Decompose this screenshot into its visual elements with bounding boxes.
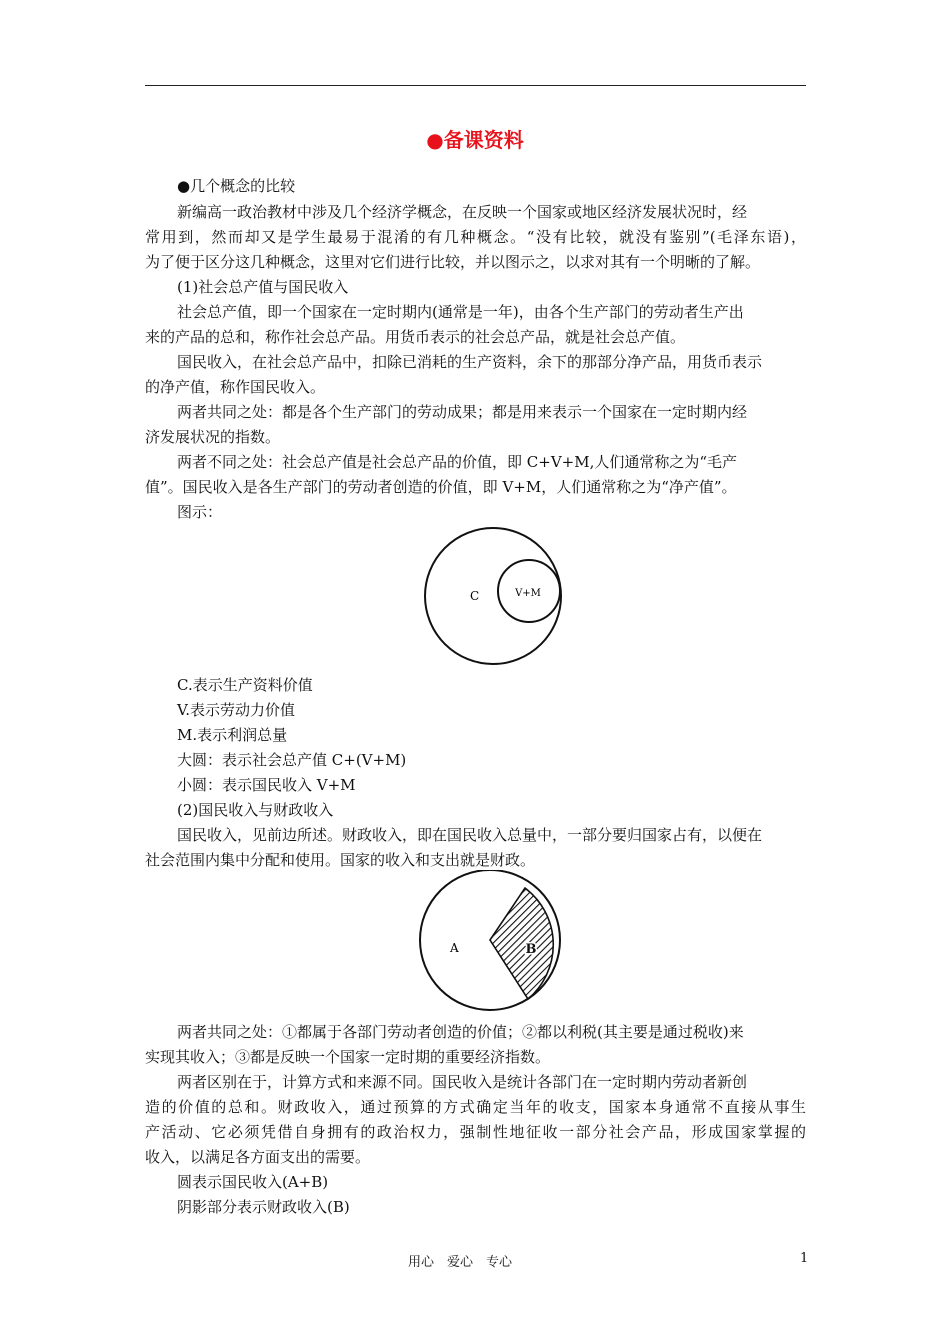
legend-line: 大圆：表示社会总产值 C+(V+M) xyxy=(177,751,407,769)
paragraph-line: 来的产品的总和，称作社会总产品。用货币表示的社会总产品，就是社会总产值。 xyxy=(145,328,686,346)
label-b: B xyxy=(525,942,537,957)
paragraph-line: 两者不同之处：社会总产值是社会总产品的价值，即 C+V+M,人们通常称之为“毛产 xyxy=(177,453,738,471)
header-rule xyxy=(145,85,806,86)
page-number: 1 xyxy=(800,1251,809,1266)
legend-line: M.表示利润总量 xyxy=(177,726,288,744)
subsection-heading: (2)国民收入与财政收入 xyxy=(177,801,334,819)
paragraph-line: 国民收入，见前边所述。财政收入，即在国民收入总量中，一部分要归国家占有，以便在 xyxy=(177,826,763,844)
paragraph-line: 的净产值，称作国民收入。 xyxy=(145,378,326,396)
legend-line: V.表示劳动力价值 xyxy=(177,701,295,719)
legend-line: 圆表示国民收入(A+B) xyxy=(177,1173,329,1191)
paragraph-line: 两者共同之处：①都属于各部门劳动者创造的价值；②都以利税(其主要是通过税收)来 xyxy=(177,1023,744,1041)
sector-b xyxy=(490,888,553,999)
paragraph-line: 产活动、它必须凭借自身拥有的政治权力，强制性地征收一部分社会产品，形成国家掌握的 xyxy=(145,1123,806,1141)
paragraph-line: 国民收入，在社会总产品中，扣除已消耗的生产资料，余下的那部分净产品，用货币表示 xyxy=(177,353,763,371)
legend-line: C.表示生产资料价值 xyxy=(177,676,313,694)
paragraph-line: 两者共同之处：都是各个生产部门的劳动成果；都是用来表示一个国家在一定时期内经 xyxy=(177,403,748,421)
label-vm: V+M xyxy=(515,588,541,599)
paragraph-line: 新编高一政治教材中涉及几个经济学概念，在反映一个国家或地区经济发展状况时，经 xyxy=(177,203,748,221)
legend-line: 阴影部分表示财政收入(B) xyxy=(177,1198,350,1216)
circle-diagram xyxy=(420,526,570,668)
paragraph-line: 常用到，然而却又是学生最易于混淆的有几种概念。“没有比较，就没有鉴别”(毛泽东语)， xyxy=(145,228,806,246)
paragraph-line: 济发展状况的指数。 xyxy=(145,428,281,446)
figure-caption: 图示： xyxy=(177,503,223,521)
paragraph-line: 社会范围内集中分配和使用。国家的收入和支出就是财政。 xyxy=(145,851,536,869)
pie-diagram xyxy=(417,870,567,1016)
label-a: A xyxy=(450,941,459,955)
footer-motto: 用心 爱心 专心 xyxy=(408,1255,513,1270)
paragraph-line: 值”。国民收入是各生产部门的劳动者创造的价值，即 V+M，人们通常称之为“净产值”。 xyxy=(145,478,737,496)
paragraph-line: 造的价值的总和。财政收入，通过预算的方式确定当年的收支，国家本身通常不直接从事生 xyxy=(145,1098,806,1116)
label-c: C xyxy=(470,589,480,603)
paragraph-line: 收入，以满足各方面支出的需要。 xyxy=(145,1148,371,1166)
subsection-heading: (1)社会总产值与国民收入 xyxy=(177,278,349,296)
paragraph-line: 两者区别在于，计算方式和来源不同。国民收入是统计各部门在一定时期内劳动者新创 xyxy=(177,1073,748,1091)
legend-line: 小圆：表示国民收入 V+M xyxy=(177,776,356,794)
paragraph-line: 为了便于区分这几种概念，这里对它们进行比较，并以图示之，以求对其有一个明晰的了解。 xyxy=(145,253,761,271)
paragraph-line: 实现其收入；③都是反映一个国家一定时期的重要经济指数。 xyxy=(145,1048,551,1066)
paragraph-line: 社会总产值，即一个国家在一定时期内(通常是一年)，由各个生产部门的劳动者生产出 xyxy=(177,303,744,321)
section-heading: ●几个概念的比较 xyxy=(177,177,296,195)
page-title: ●备课资料 xyxy=(426,128,524,152)
